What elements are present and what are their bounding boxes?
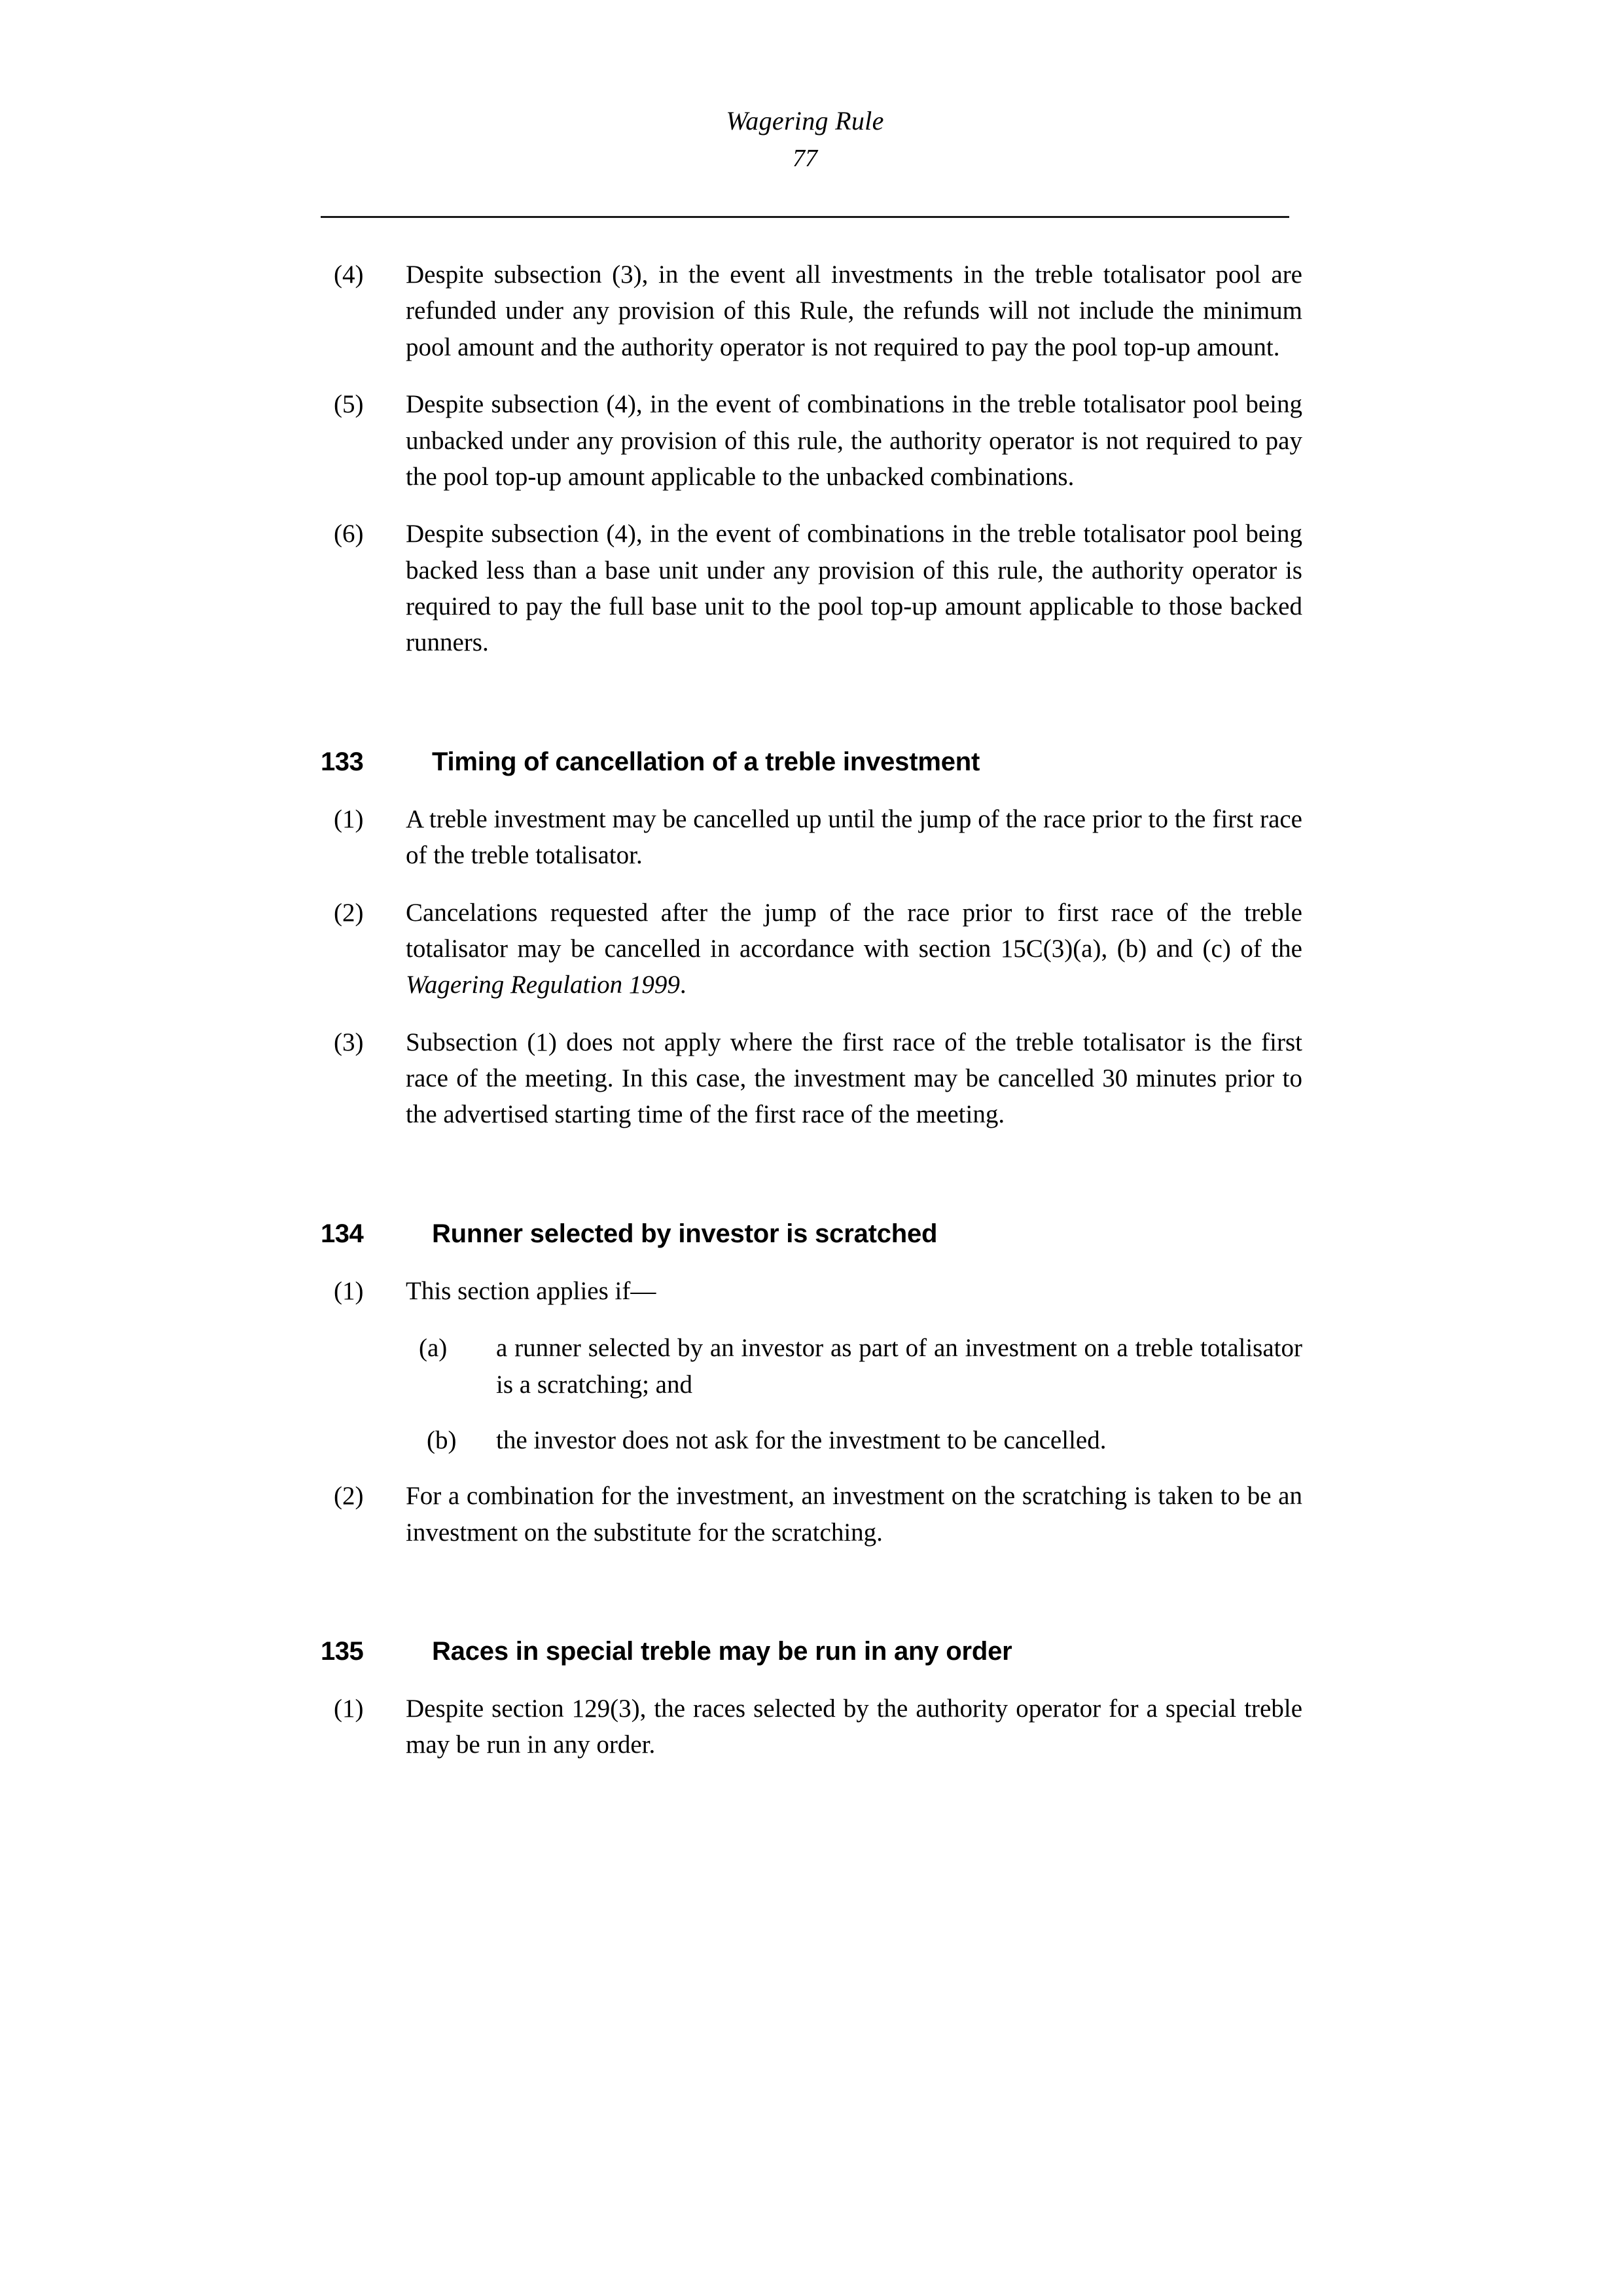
lettered-item-a xyxy=(419,1330,1302,1403)
subsection-text: Despite subsection (4), in the event of combinations in the treble totalisator pool being unbacked under any provision of this rule, the authority operator is not required to pay the pool top-up amount applicable to the unbacked combinations. xyxy=(406,390,1302,491)
subsection-text: Subsection (1) does not apply where the first race of the treble totalisator is the first race of the meeting. In this case, the investment may be cancelled 30 minutes prior to the advertised starting time of the first race of the meeting. xyxy=(406,1028,1302,1129)
subsection-marker: (1) xyxy=(334,1695,364,1723)
document-title: Wagering Rule xyxy=(726,106,884,135)
section-number: 133 xyxy=(321,747,364,776)
lettered-item-b xyxy=(419,1422,1302,1458)
subsection-text-lead: Cancelations requested after the jump of the race prior to first race of the treble totalisator may be cancelled in accordance with section 15C(3)(a), (b) and (c) of the xyxy=(406,898,1302,963)
subsection-text xyxy=(406,895,1302,1003)
subsection-5 xyxy=(321,386,1302,495)
section-heading-134 xyxy=(321,1217,1302,1251)
subsection-marker: (6) xyxy=(334,520,364,548)
subsection-text: Despite subsection (3), in the event all investments in the treble totalisator pool are refunded under any provision of this Rule, the refunds will not include the minimum pool amount and the authority operator is not required to pay the pool top-up amount. xyxy=(406,260,1302,361)
lettered-item-text: the investor does not ask for the investment to be cancelled. xyxy=(496,1426,1107,1454)
subsection-text: Despite subsection (4), in the event of combinations in the treble totalisator pool being backed less than a base unit under any provision of this rule, the authority operator is required to pay the full base unit to the pool top-up amount applicable to those backed runners. xyxy=(406,520,1302,657)
subsection-133-2 xyxy=(321,895,1302,1003)
subsection-marker: (5) xyxy=(334,390,364,419)
lettered-item-marker: (b) xyxy=(427,1426,457,1454)
subsection-134-2 xyxy=(321,1478,1302,1551)
legislation-citation: Wagering Regulation 1999 xyxy=(406,971,680,999)
section-title: Races in special treble may be run in any order xyxy=(432,1637,1012,1666)
section-number: 135 xyxy=(321,1637,364,1666)
section-heading-135 xyxy=(321,1634,1302,1668)
lettered-item-text: a runner selected by an investor as part of an investment on a treble totalisator is a scratching; and xyxy=(496,1334,1302,1399)
subsection-4 xyxy=(321,257,1302,365)
subsection-text: A treble investment may be cancelled up until the jump of the race prior to the first race of the treble totalisator. xyxy=(406,804,1302,870)
page-number: 77 xyxy=(793,145,817,172)
subsection-text: This section applies if— xyxy=(406,1276,656,1305)
subsection-marker: (3) xyxy=(334,1028,364,1056)
section-title: Runner selected by investor is scratched xyxy=(432,1219,938,1248)
section-number: 134 xyxy=(321,1219,364,1248)
subsection-133-1 xyxy=(321,801,1302,874)
subsection-133-3 xyxy=(321,1024,1302,1133)
subsection-134-1 xyxy=(321,1273,1302,1309)
subsection-marker: (1) xyxy=(334,1276,364,1305)
subsection-text: Despite section 129(3), the races selected by the authority operator for a special treble may be run in any order. xyxy=(406,1695,1302,1759)
header-divider-rule xyxy=(321,216,1289,218)
document-body xyxy=(321,257,1302,1763)
subsection-6 xyxy=(321,516,1302,661)
subsection-text-trail: . xyxy=(679,971,687,999)
running-header xyxy=(321,105,1289,175)
section-heading-133 xyxy=(321,745,1302,779)
lettered-item-marker: (a) xyxy=(419,1334,448,1363)
subsection-text: For a combination for the investment, an investment on the scratching is taken to be an investment on the substitute for the scratching. xyxy=(406,1482,1302,1547)
section-title: Timing of cancellation of a treble investment xyxy=(432,747,980,776)
subsection-marker: (2) xyxy=(334,1482,364,1511)
subsection-marker: (4) xyxy=(334,260,364,289)
subsection-135-1 xyxy=(321,1691,1302,1763)
subsection-marker: (1) xyxy=(334,804,364,833)
subsection-marker: (2) xyxy=(334,898,364,927)
